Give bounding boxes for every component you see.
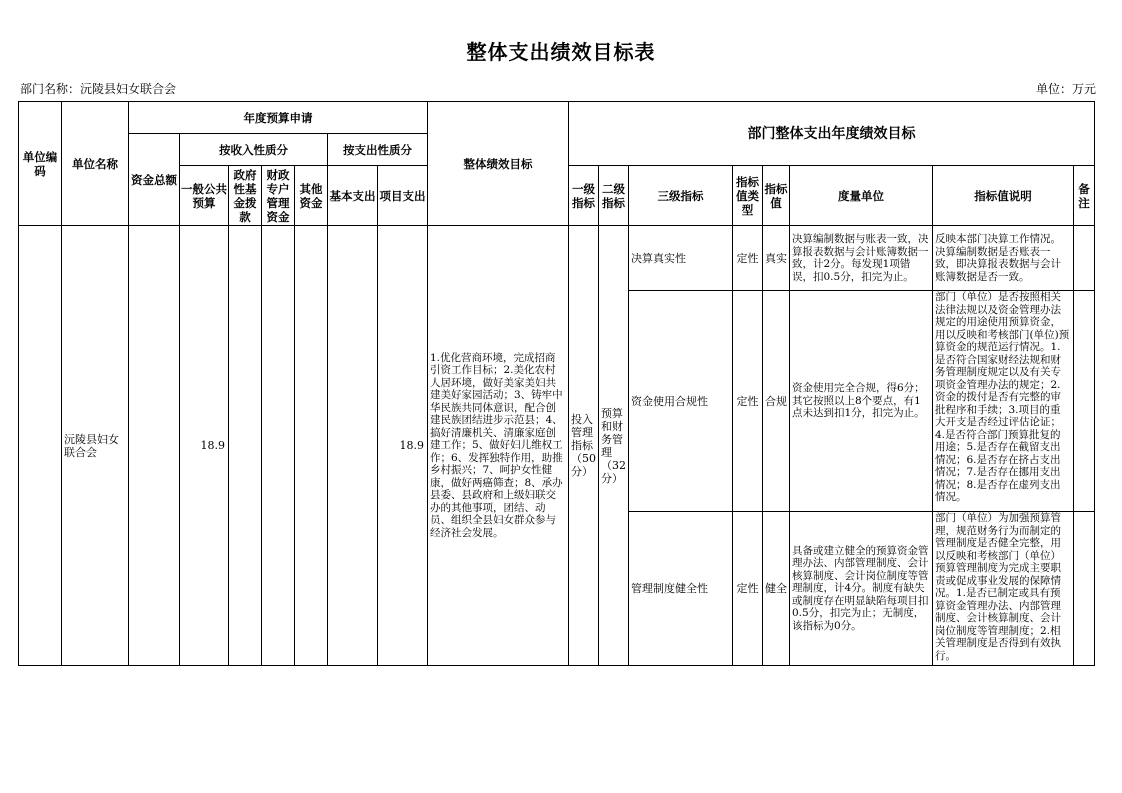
header-indicator-desc: 指标值说明 (933, 166, 1074, 226)
indicator-desc: 部门（单位）为加强预算管理，规范财务行为而制定的管理制度是否健全完整，用以反映和考核部门（单位）预算管理制度为完成主要职责或促成事业发展的保障情况。1.是否已制定或具有预算资金管理办法、内部管理制度、会计核算制度、会计岗位制度等管理制度；2.相关管理制度是否得到有效执行。 (935, 512, 1061, 662)
page-title: 整体支出绩效目标表 (466, 40, 656, 64)
header-basic-expense: 基本支出 (328, 166, 378, 226)
header-indicator-value: 指标值 (763, 166, 790, 226)
header-gov-fund: 政府性基金拨款 (229, 166, 262, 226)
currency-unit: 单位：万元 (1035, 82, 1096, 96)
indicator-value: 真实 (763, 226, 790, 291)
header-by-expense: 按支出性质分 (328, 134, 428, 166)
header-unit-code: 单位编码 (19, 102, 62, 226)
cell-overall-goal: 1.优化营商环境，完成招商引资工作目标；2.美化农村人居环境，做好美家美妇共建美好家园活动；3、铸牢中华民族共同体意识，配合创建民族团结进步示范县；4、搞好清廉机关、清廉家庭创建工作；5、做好妇儿维权工作；6、发挥独特作用，助推乡村振兴；7、呵护女性健康，做好两癌筛查；8、承办县委、县政府和上级妇联交办的其他事项，团结、动员、组织全县妇女群众参与经济社会发展。 (428, 226, 569, 666)
header-by-income: 按收入性质分 (180, 134, 328, 166)
indicator-measure: 决算编制数据与账表一致，决算报表数据与会计账簿数据一致，计2分。每发现1项错误，扣0.5分，扣完为止。 (790, 226, 933, 291)
indicator-remark (1074, 226, 1095, 291)
header-level2: 二级指标 (599, 166, 629, 226)
cell-special-account (262, 226, 295, 666)
indicator-value: 健全 (763, 512, 790, 666)
cell-basic-expense (328, 226, 378, 666)
header-total: 资金总额 (129, 134, 180, 226)
indicator-measure: 具备或建立健全的预算资金管理办法、内部管理制度、会计核算制度、会计岗位制度等管理制度，计4分。制度有缺失或制度存在明显缺陷每项目扣0.5分，扣完为止；无制度，该指标为0分。 (790, 512, 933, 666)
cell-unit-name: 沅陵县妇女联合会 (62, 226, 129, 666)
header-level1: 一级指标 (569, 166, 599, 226)
header-indicator-type: 指标值类型 (733, 166, 763, 226)
cell-level2: 预算和财务管理（32分） (599, 226, 629, 666)
header-unit-name: 单位名称 (62, 102, 129, 226)
header-annual-budget: 年度预算申请 (129, 102, 428, 134)
header-dept-goal: 部门整体支出年度绩效目标 (569, 102, 1095, 166)
header-level3: 三级指标 (629, 166, 733, 226)
cell-other-funds (295, 226, 328, 666)
indicator-type: 定性 (733, 291, 763, 512)
indicator-desc: 反映本部门决算工作情况。决算编制数据是否账表一致，即决算报表数据与会计账簿数据是否一致。 (933, 226, 1074, 291)
performance-table (18, 101, 1095, 666)
indicator-level3: 资金使用合规性 (629, 291, 733, 512)
indicator-type: 定性 (733, 226, 763, 291)
header-project-expense: 项目支出 (378, 166, 428, 226)
header-remark: 备注 (1074, 166, 1095, 226)
cell-gov-fund (229, 226, 262, 666)
cell-general-budget: 18.9 (180, 226, 229, 666)
header-measure-unit: 度量单位 (790, 166, 933, 226)
indicator-remark (1074, 291, 1095, 512)
header-overall-goal: 整体绩效目标 (428, 102, 569, 226)
indicator-measure: 资金使用完全合规，得6分；其它按照以上8个要点，有1点未达到扣1分，扣完为止。 (790, 291, 933, 512)
header-other-funds: 其他资金 (295, 166, 328, 226)
cell-level1: 投入管理指标（50分） (569, 226, 599, 666)
indicator-type: 定性 (733, 512, 763, 666)
indicator-remark (1074, 512, 1095, 666)
indicator-desc: 部门（单位）是否按照相关法律法规以及资金管理办法规定的用途使用预算资金，用以反映和考核部门(单位)预算资金的规范运行情况。1.是否符合国家财经法规和财务管理制度规定以及有关专项资金管理办法的规定；2.资金的拨付是否有完整的审批程序和手续；3.项目的重大开支是否经过评估论证；4.是否符合部门预算批复的用途；5.是否存在截留支出情况；6.是否存在挤占支出情况；7.是否存在挪用支出情况；8.是否存在虚列支出情况。 (935, 291, 1070, 503)
header-special-account: 财政专户管理资金 (262, 166, 295, 226)
cell-project-expense: 18.9 (378, 226, 428, 666)
indicator-value: 合规 (763, 291, 790, 512)
cell-total (129, 226, 180, 666)
indicator-level3: 管理制度健全性 (629, 512, 733, 666)
indicator-level3: 决算真实性 (629, 226, 733, 291)
cell-unit-code (19, 226, 62, 666)
department-name: 部门名称：沅陵县妇女联合会 (20, 82, 177, 96)
header-general-budget: 一般公共预算 (180, 166, 229, 226)
